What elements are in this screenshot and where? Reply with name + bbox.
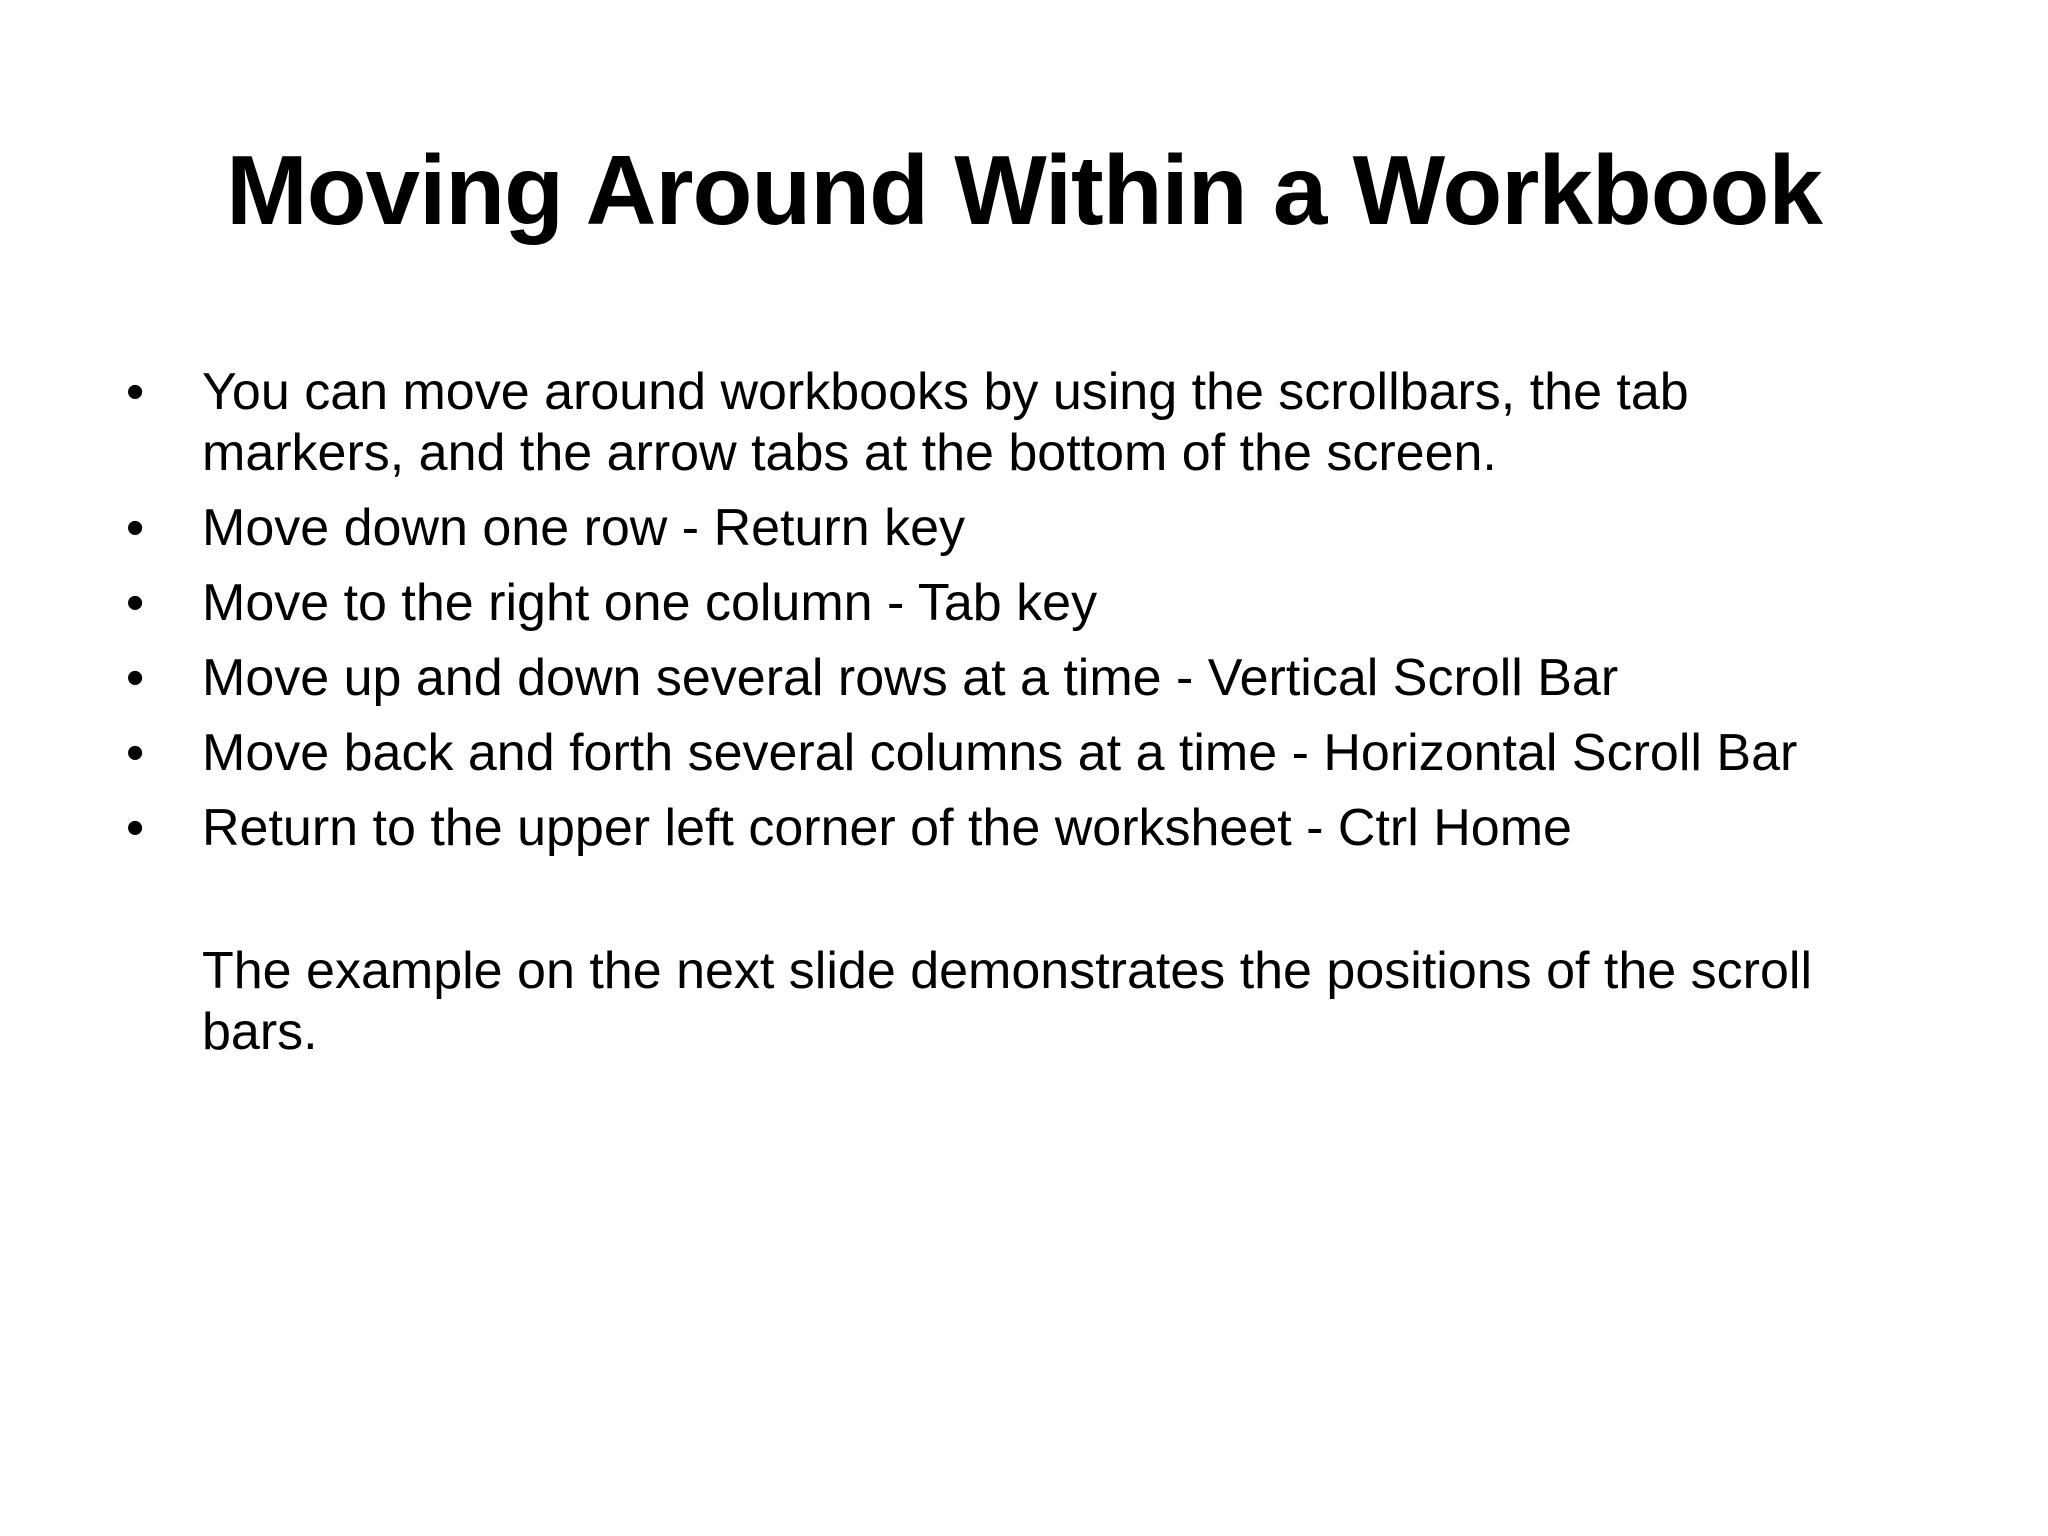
- slide-note: The example on the next slide demonstrates the positions of the scroll bars.: [202, 942, 1812, 1061]
- bullet-item: [120, 362, 1900, 484]
- bullet-text: Move back and forth several columns at a time - Horizontal Scroll Bar: [202, 724, 1798, 782]
- bullet-icon: •: [126, 499, 145, 557]
- bullet-text: Move up and down several rows at a time - Vertical Scroll Bar: [202, 649, 1619, 707]
- bullet-text: Move to the right one column - Tab key: [202, 574, 1098, 632]
- bullet-item: [120, 723, 1900, 784]
- slide-title: Moving Around Within a Workbook: [226, 135, 1822, 245]
- bullet-item: [120, 648, 1900, 709]
- bullet-icon: •: [126, 799, 145, 857]
- bullet-item: [120, 798, 1900, 859]
- bullet-item: [120, 498, 1900, 559]
- bullet-text: You can move around workbooks by using the scrollbars, the tab markers, and the arrow tabs at the bottom of the screen.: [202, 363, 1689, 482]
- slide-body: [120, 362, 1900, 1115]
- bullet-icon: •: [126, 363, 145, 421]
- bullet-icon: •: [126, 574, 145, 632]
- bullet-icon: •: [126, 649, 145, 707]
- bullet-icon: •: [126, 724, 145, 782]
- bullet-text: Return to the upper left corner of the worksheet - Ctrl Home: [202, 799, 1572, 857]
- bullet-text: Move down one row - Return key: [202, 499, 966, 557]
- bullet-list: [120, 362, 1900, 859]
- bullet-item: [120, 573, 1900, 634]
